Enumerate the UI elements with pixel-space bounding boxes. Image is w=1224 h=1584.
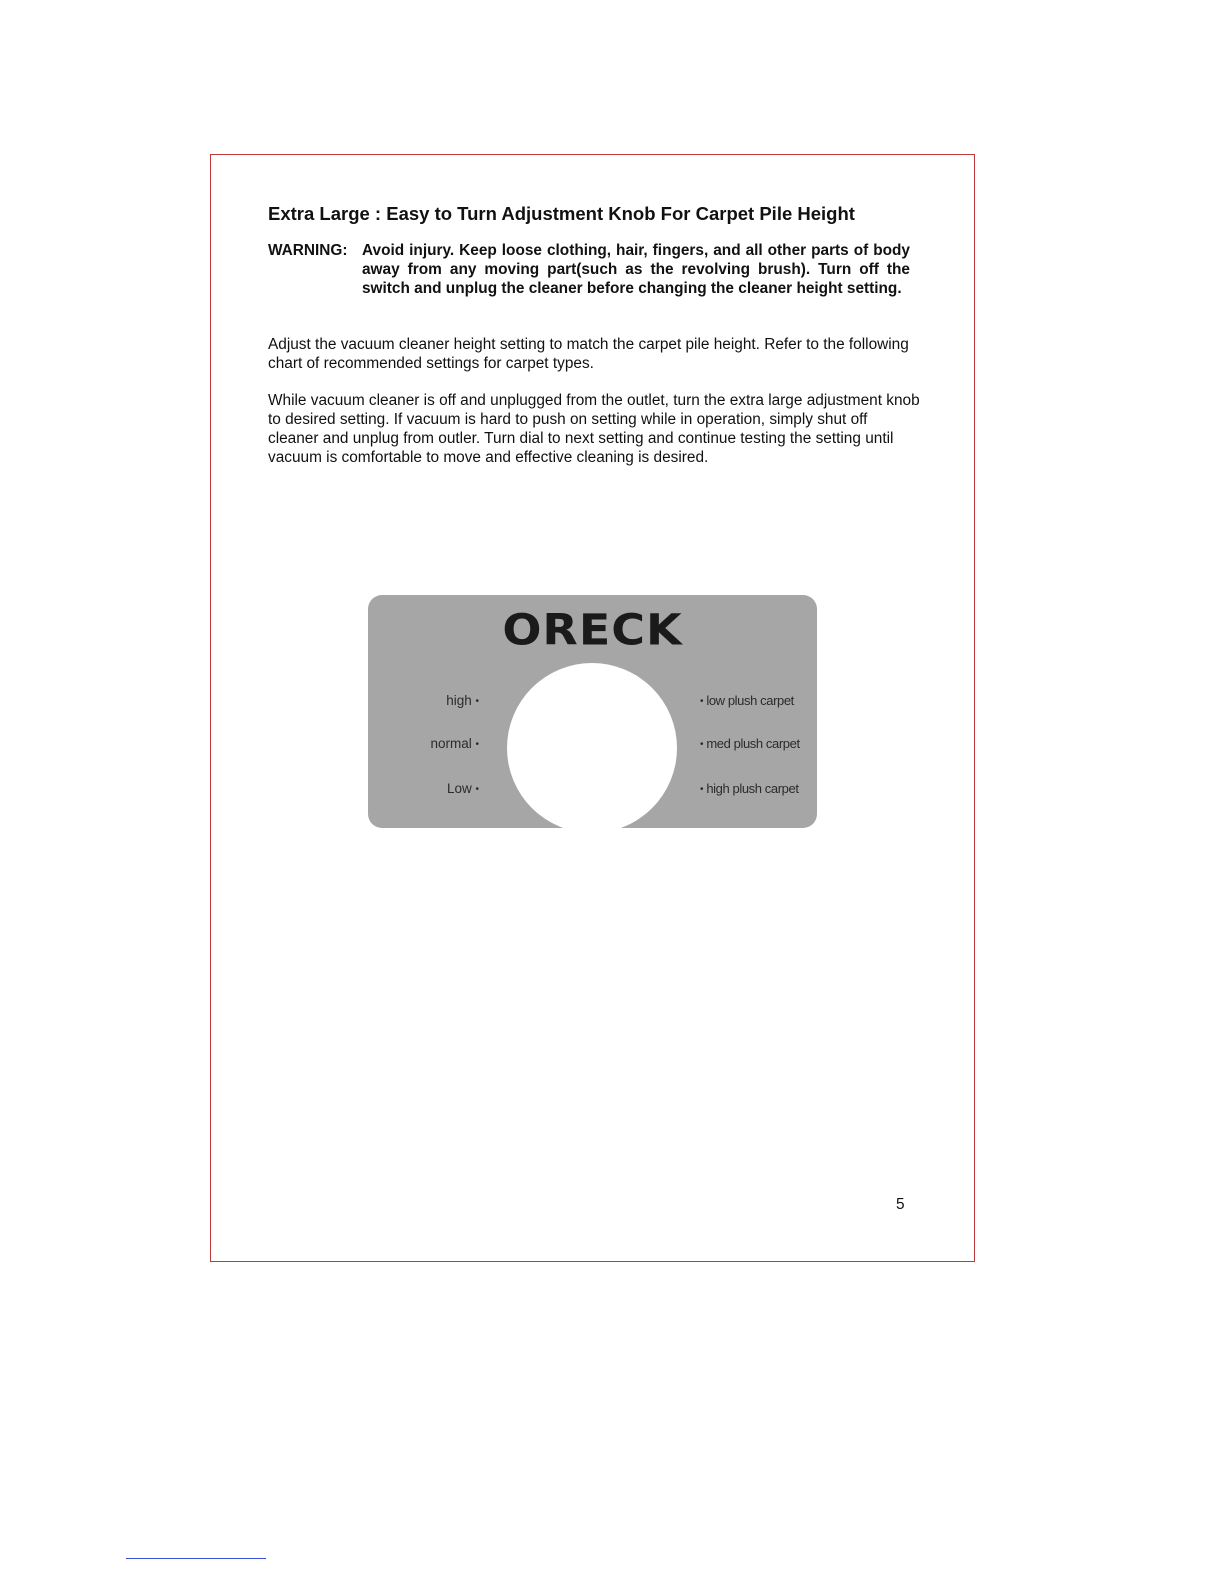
bullet-icon: • bbox=[700, 739, 704, 750]
carpet-label: high plush carpet bbox=[706, 781, 799, 796]
height-setting-normal bbox=[430, 736, 479, 751]
carpet-type-med-plush bbox=[700, 736, 800, 751]
paragraph-instructions: While vacuum cleaner is off and unplugged from the outlet, turn the extra large adjustment knob to desired setting. If vacuum is hard to push on setting while in operation, simply shut off cleaner and unplug from outler. Turn dial to next setting and continue testing the setting until vacuum is comfortable to move and effective cleaning is desired. bbox=[268, 392, 920, 466]
adjustment-knob bbox=[507, 663, 677, 828]
warning-text: Avoid injury. Keep loose clothing, hair, fingers, and all other parts of body away from any moving part(such as the revolving brush). Turn off the switch and unplug the cleaner before changing the cleaner height setting. bbox=[362, 242, 910, 297]
carpet-type-low-plush bbox=[700, 693, 794, 708]
height-dial-illustration bbox=[368, 595, 817, 828]
section-heading: Extra Large : Easy to Turn Adjustment Knob For Carpet Pile Height bbox=[268, 203, 855, 224]
height-setting-high bbox=[446, 693, 479, 708]
bullet-icon: • bbox=[475, 739, 479, 750]
bullet-icon: • bbox=[475, 696, 479, 707]
bullet-icon: • bbox=[475, 784, 479, 795]
height-setting-low bbox=[447, 781, 479, 796]
height-label: Low bbox=[446, 781, 472, 796]
warning-block bbox=[268, 241, 910, 298]
bullet-icon: • bbox=[700, 784, 704, 795]
carpet-label: low plush carpet bbox=[706, 693, 794, 708]
paragraph-adjust: Adjust the vacuum cleaner height setting to match the carpet pile height. Refer to the following chart of recommended settings for carpet types. bbox=[268, 336, 909, 372]
height-label: normal bbox=[430, 736, 472, 751]
carpet-type-high-plush bbox=[700, 781, 799, 796]
warning-label: WARNING: bbox=[268, 242, 348, 259]
carpet-label: med plush carpet bbox=[706, 736, 800, 751]
brand-logo: ORECK bbox=[502, 605, 683, 655]
footnote-divider bbox=[126, 1558, 266, 1559]
height-label: high bbox=[446, 693, 472, 708]
bullet-icon: • bbox=[700, 696, 704, 707]
page-number: 5 bbox=[896, 1196, 905, 1213]
